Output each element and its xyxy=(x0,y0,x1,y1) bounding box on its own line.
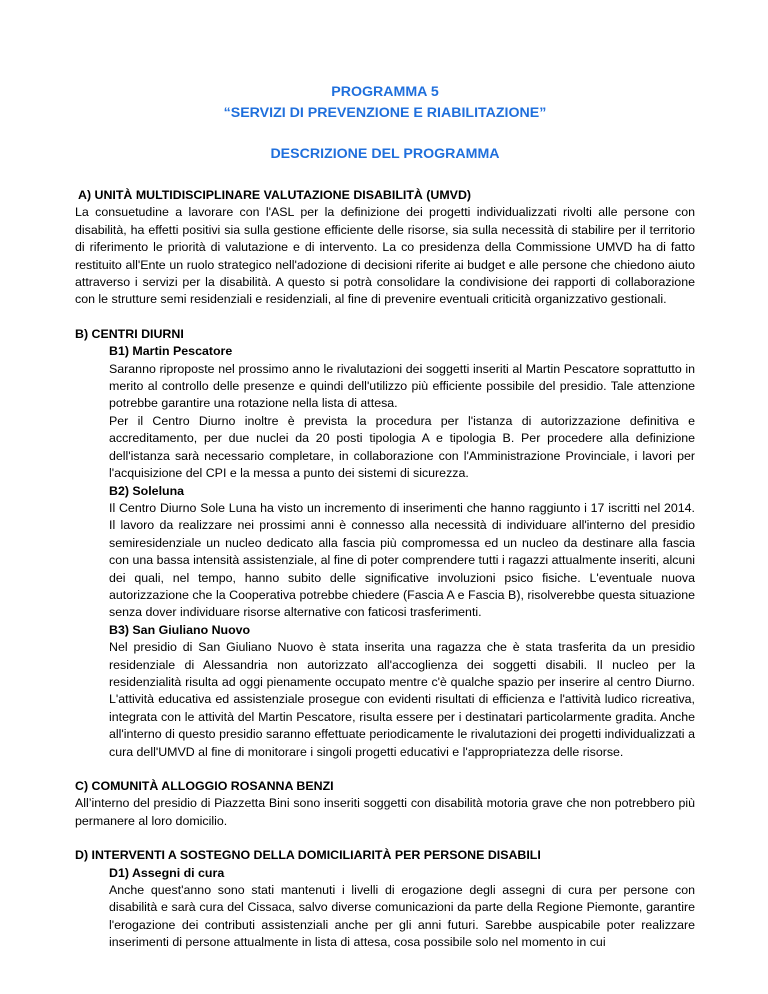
section-c-text: All’interno del presidio di Piazzetta Bini sono inseriti soggetti con disabilità motoria grave che non potrebbero più permanere al loro domicilio. xyxy=(75,796,695,828)
section-b2-text: Il Centro Diurno Sole Luna ha visto un incremento di inserimenti che hanno raggiunto i 17 iscritti nel 2014. Il lavoro da realizzare nei prossimi anni è connesso alla necessità di individuare all'interno del presidio semiresidenziale un nucleo dedicato alla fascia più compromessa ed un nucleo da destinare alla fascia con una bassa intensità assistenziale, al fine di poter comprendere tutti i ragazzi attualmente inseriti, alcuni dei quali, nel tempo, hanno subito delle significative involuzioni psico fisiche. L'eventuale nuova autorizzazione che la Cooperativa potrebbe chiedere (Fascia A e Fascia B), risolverebbe questa situazione senza dover individuare risorse alternative con faticosi trasferimenti. xyxy=(109,500,695,620)
section-d1-heading: D1) Assegni di cura xyxy=(109,865,225,880)
section-d-body xyxy=(75,865,695,952)
section-a-heading: A) UNITÀ MULTIDISCIPLINARE VALUTAZIONE DISABILITÀ (UMVD) xyxy=(78,188,472,202)
section-b-body xyxy=(75,343,695,761)
section-b3-text: Nel presidio di San Giuliano Nuovo è stata inserita una ragazza che è stata trasferita da un presidio residenziale di Alessandria non autorizzato all'accoglienza dei soggetti disabili. Il nucleo per la residenzialità risulta ad oggi pienamente occupato mentre c'è qualche spazio per inserire al centro Diurno. L'attività educativa ed assistenziale prosegue con evidenti risultati di efficienza e l'attività ludico ricreativa, integrata con le attività del Martin Pescatore, risulta essere per i destinatari particolarmente gradita. Anche all'interno di questo presidio saranno effettuate periodicamente le rivalutazioni dei progetti individualizzati a cura dell'UMVD al fine di monitorare i singoli progetti educativi e l'appropriatezza delle risorse. xyxy=(109,640,695,759)
description-title: DESCRIZIONE DEL PROGRAMMA xyxy=(270,146,500,162)
program-name-title: “SERVIZI DI PREVENZIONE E RIABILITAZIONE” xyxy=(223,105,547,121)
section-b1-text-2: Per il Centro Diurno inoltre è prevista la procedura per l'istanza di autorizzazione definitiva e accreditamento, per due nuclei da 20 posti tipologia A e tipologia B. Per procedere alla definizione dell'istanza sarà necessario completare, in collaborazione con l'Amministrazione Provinciale, i lavori per l'acquisizione del CPI e la messa a punto dei sistemi di sicurezza. xyxy=(109,413,695,481)
section-d-heading: D) INTERVENTI A SOSTEGNO DELLA DOMICILIARITÀ PER PERSONE DISABILI xyxy=(75,848,541,863)
section-b-heading: B) CENTRI DIURNI xyxy=(75,326,184,341)
section-a-text: La consuetudine a lavorare con l'ASL per la definizione dei progetti individualizzati rivolti alle persone con disabilità, ha effetti positivi sia sulla gestione efficiente delle risorse, sia sulla necessità di stabilire per il territorio di riferimento le priorità di valutazione e di intervento. La co presidenza della Commissione UMVD ha di fatto restituito all'Ente un ruolo strategico nell'adozione di decisioni riferite ai budget e alle persone che chiedono aiuto attraverso i servizi per la disabilità. A questo si potrà consolidare la condivisione dei rapporti di collaborazione con le strutture semi residenziali e residenziali, al fine di prevenire eventuali criticità organizzativo gestionali. xyxy=(75,205,695,307)
spacer xyxy=(75,761,695,778)
section-d1-text: Anche quest'anno sono stati mantenuti i livelli di erogazione degli assegni di cura per persone con disabilità e sarà cura del Cissaca, salvo diverse comunicazioni da parte della Regione Piemonte, garantire l'erogazione dei contributi assistenziali anche per gli anni futuri. Sarebbe auspicabile poter realizzare inserimenti di persone attualmente in lista di attesa, cosa possibile solo nel momento in cui xyxy=(109,883,695,950)
section-b3-heading: B3) San Giuliano Nuovo xyxy=(109,622,251,637)
program-number-title: PROGRAMMA 5 xyxy=(331,84,439,100)
spacer xyxy=(75,830,695,847)
section-b1-heading: B1) Martin Pescatore xyxy=(109,344,233,359)
spacer xyxy=(75,309,695,326)
section-b1-text-1: Saranno riproposte nel prossimo anno le rivalutazioni dei soggetti inseriti al Martin Pescatore soprattutto in merito al controllo delle presenze e quindi dell'utilizzo più efficiente possibile del presidio. Tale attenzione potrebbe garantire una rotazione nella lista di attesa. xyxy=(109,361,695,411)
section-c-heading: C) COMUNITÀ ALLOGGIO ROSANNA BENZI xyxy=(75,779,334,793)
section-b2-heading: B2) Soleluna xyxy=(109,483,185,498)
